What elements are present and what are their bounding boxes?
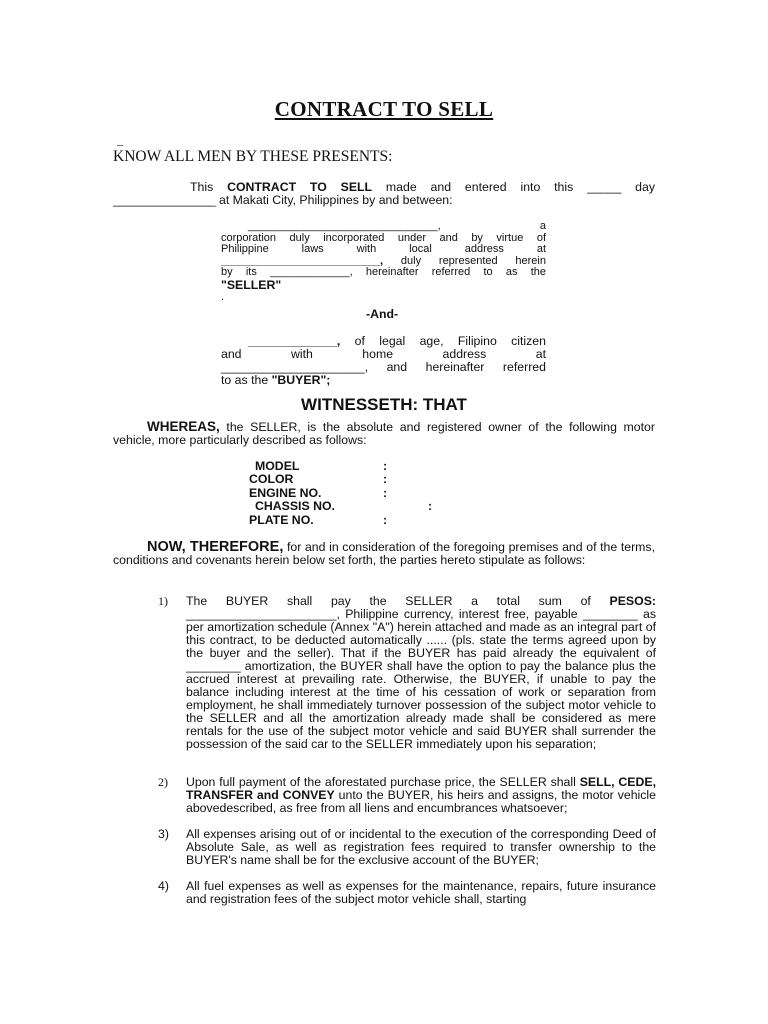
clause-1-number: 1) — [158, 594, 168, 608]
seller-label: "SELLER" — [221, 277, 282, 292]
clause-4 — [148, 880, 656, 906]
spec-colon-chassis: : — [428, 499, 433, 514]
clause-2-text — [186, 776, 656, 815]
whereas-label: WHEREAS, — [147, 419, 220, 434]
spec-row-chassis — [249, 499, 433, 514]
whereas-paragraph — [113, 420, 655, 447]
witnesseth-heading: WITNESSETH: THAT — [301, 395, 467, 414]
and-label: -And- — [366, 307, 399, 321]
clause-2-pre: Upon full payment of the aforestated purchase price, the SELLER shall — [186, 775, 580, 789]
clause-2-sell-cede: SELL, CEDE, TRANSFER and CONVEY — [186, 775, 656, 802]
seller-name-blank: _______________________________, — [248, 220, 441, 232]
intro-prefix: This — [190, 180, 228, 194]
seller-address-blank: __________________________, — [221, 254, 384, 267]
clause-3-text — [186, 828, 656, 867]
seller-line-7: . — [221, 290, 225, 303]
intro-contract-label: CONTRACT TO SELL — [227, 180, 373, 194]
seller-line-3: Philippine laws with local address at — [221, 243, 546, 256]
clause-4-text — [186, 880, 656, 906]
clause-3 — [148, 828, 656, 867]
spec-row-plate — [249, 512, 388, 527]
spec-label-model: MODEL — [255, 459, 300, 473]
stray-mark: _ — [117, 133, 123, 147]
seller-article: a — [539, 220, 546, 232]
spec-row-model — [249, 459, 388, 473]
preamble-heading: KNOW ALL MEN BY THESE PRESENTS: — [113, 148, 393, 165]
spec-colon-engine: : — [383, 485, 388, 500]
seller-represented: duly represented herein — [383, 254, 546, 267]
spec-colon-model: : — [383, 459, 388, 473]
clause-2-number: 2) — [158, 775, 168, 789]
clause-4-pre: All fuel expenses as well as expenses for the maintenance, repairs, future insurance and registration fees of the subject motor vehicle shall, starting — [186, 879, 656, 906]
buyer-line-4-prefix: to as the — [221, 373, 272, 387]
spec-row-color — [249, 472, 388, 487]
buyer-line-2: and with home address at — [221, 347, 546, 361]
clause-4-number: 4) — [158, 879, 169, 893]
buyer-name-blank: _____________, — [248, 334, 341, 348]
spec-label-engine: ENGINE NO. — [249, 485, 322, 500]
clause-1 — [148, 595, 656, 751]
buyer-label: "BUYER"; — [271, 373, 331, 387]
now-therefore-paragraph — [113, 541, 655, 567]
seller-line-5: by its _____________, hereinafter referred to as the — [221, 266, 546, 279]
clause-1-pesos: PESOS: — [609, 594, 656, 608]
clause-1-post: ______________________, Philippine currency, interest free, payable ________ as per amortization schedule (Annex "A") herein attached and made as an integral part of this contract, to be deducted automatically ...... (pls. state the terms agreed upon by the buyer and the seller). That if the BUYER has paid already the equivalent of ________ amortization, the BUYER shall have the option to pay the balance plus the accrued interest at prevailing rate. Otherwise, the BUYER, if unable to pay the balance including interest at the time of his cessation of work or separation from employment, he shall immediately turnover possession of the subject motor vehicle to the SELLER and all the amortization already made shall be considered as mere rentals for the use of the subject motor vehicle and said BUYER shall surrender the possession of the said car to the SELLER immediately upon his separation; — [186, 607, 656, 751]
spec-label-color: COLOR — [249, 472, 294, 487]
clause-2 — [148, 776, 656, 815]
now-therefore-label: NOW, THEREFORE, — [147, 539, 284, 555]
spec-label-chassis: CHASSIS NO. — [255, 499, 335, 514]
vehicle-spec-list — [249, 459, 433, 527]
spec-label-plate: PLATE NO. — [249, 512, 314, 527]
clause-3-pre: All expenses arising out of or incidental to the execution of the corresponding Deed of Absolute Sale, as well as registration fees required to transfer ownership to the BUYER's name shall be for the exclusive account of the BUYER; — [186, 827, 656, 867]
clause-3-number: 3) — [158, 827, 169, 841]
clause-2-post: unto the BUYER, his heirs and assigns, the motor vehicle abovedescribed, as free from all liens and encumbrances whatsoever; — [186, 788, 657, 815]
intro-rest: made and entered into this _____ day — [372, 180, 656, 194]
seller-line-2: corporation duly incorporated under and by virtue of — [221, 231, 546, 244]
spec-row-engine — [249, 485, 388, 500]
clause-1-pre: The BUYER shall pay the SELLER a total sum of — [186, 594, 610, 608]
buyer-legal-age: of legal age, Filipino citizen — [340, 334, 546, 348]
clause-1-text — [186, 595, 656, 751]
spec-colon-color: : — [383, 472, 388, 487]
seller-block — [221, 221, 546, 304]
document-title: CONTRACT TO SELL — [274, 97, 494, 121]
now-therefore-text: for and in consideration of the foregoing premises and of the terms, conditions and covenants herein below set forth, the parties hereto stipulate as follows: — [113, 540, 655, 567]
buyer-block — [221, 335, 546, 387]
buyer-line-3: _____________________, and hereinafter referred — [221, 360, 546, 374]
whereas-text: the SELLER, is the absolute and registered owner of the following motor vehicle, more particularly described as follows: — [113, 420, 655, 447]
spec-colon-plate: : — [383, 512, 388, 527]
intro-line-2: _______________ at Makati City, Philippines by and between: — [113, 193, 453, 207]
